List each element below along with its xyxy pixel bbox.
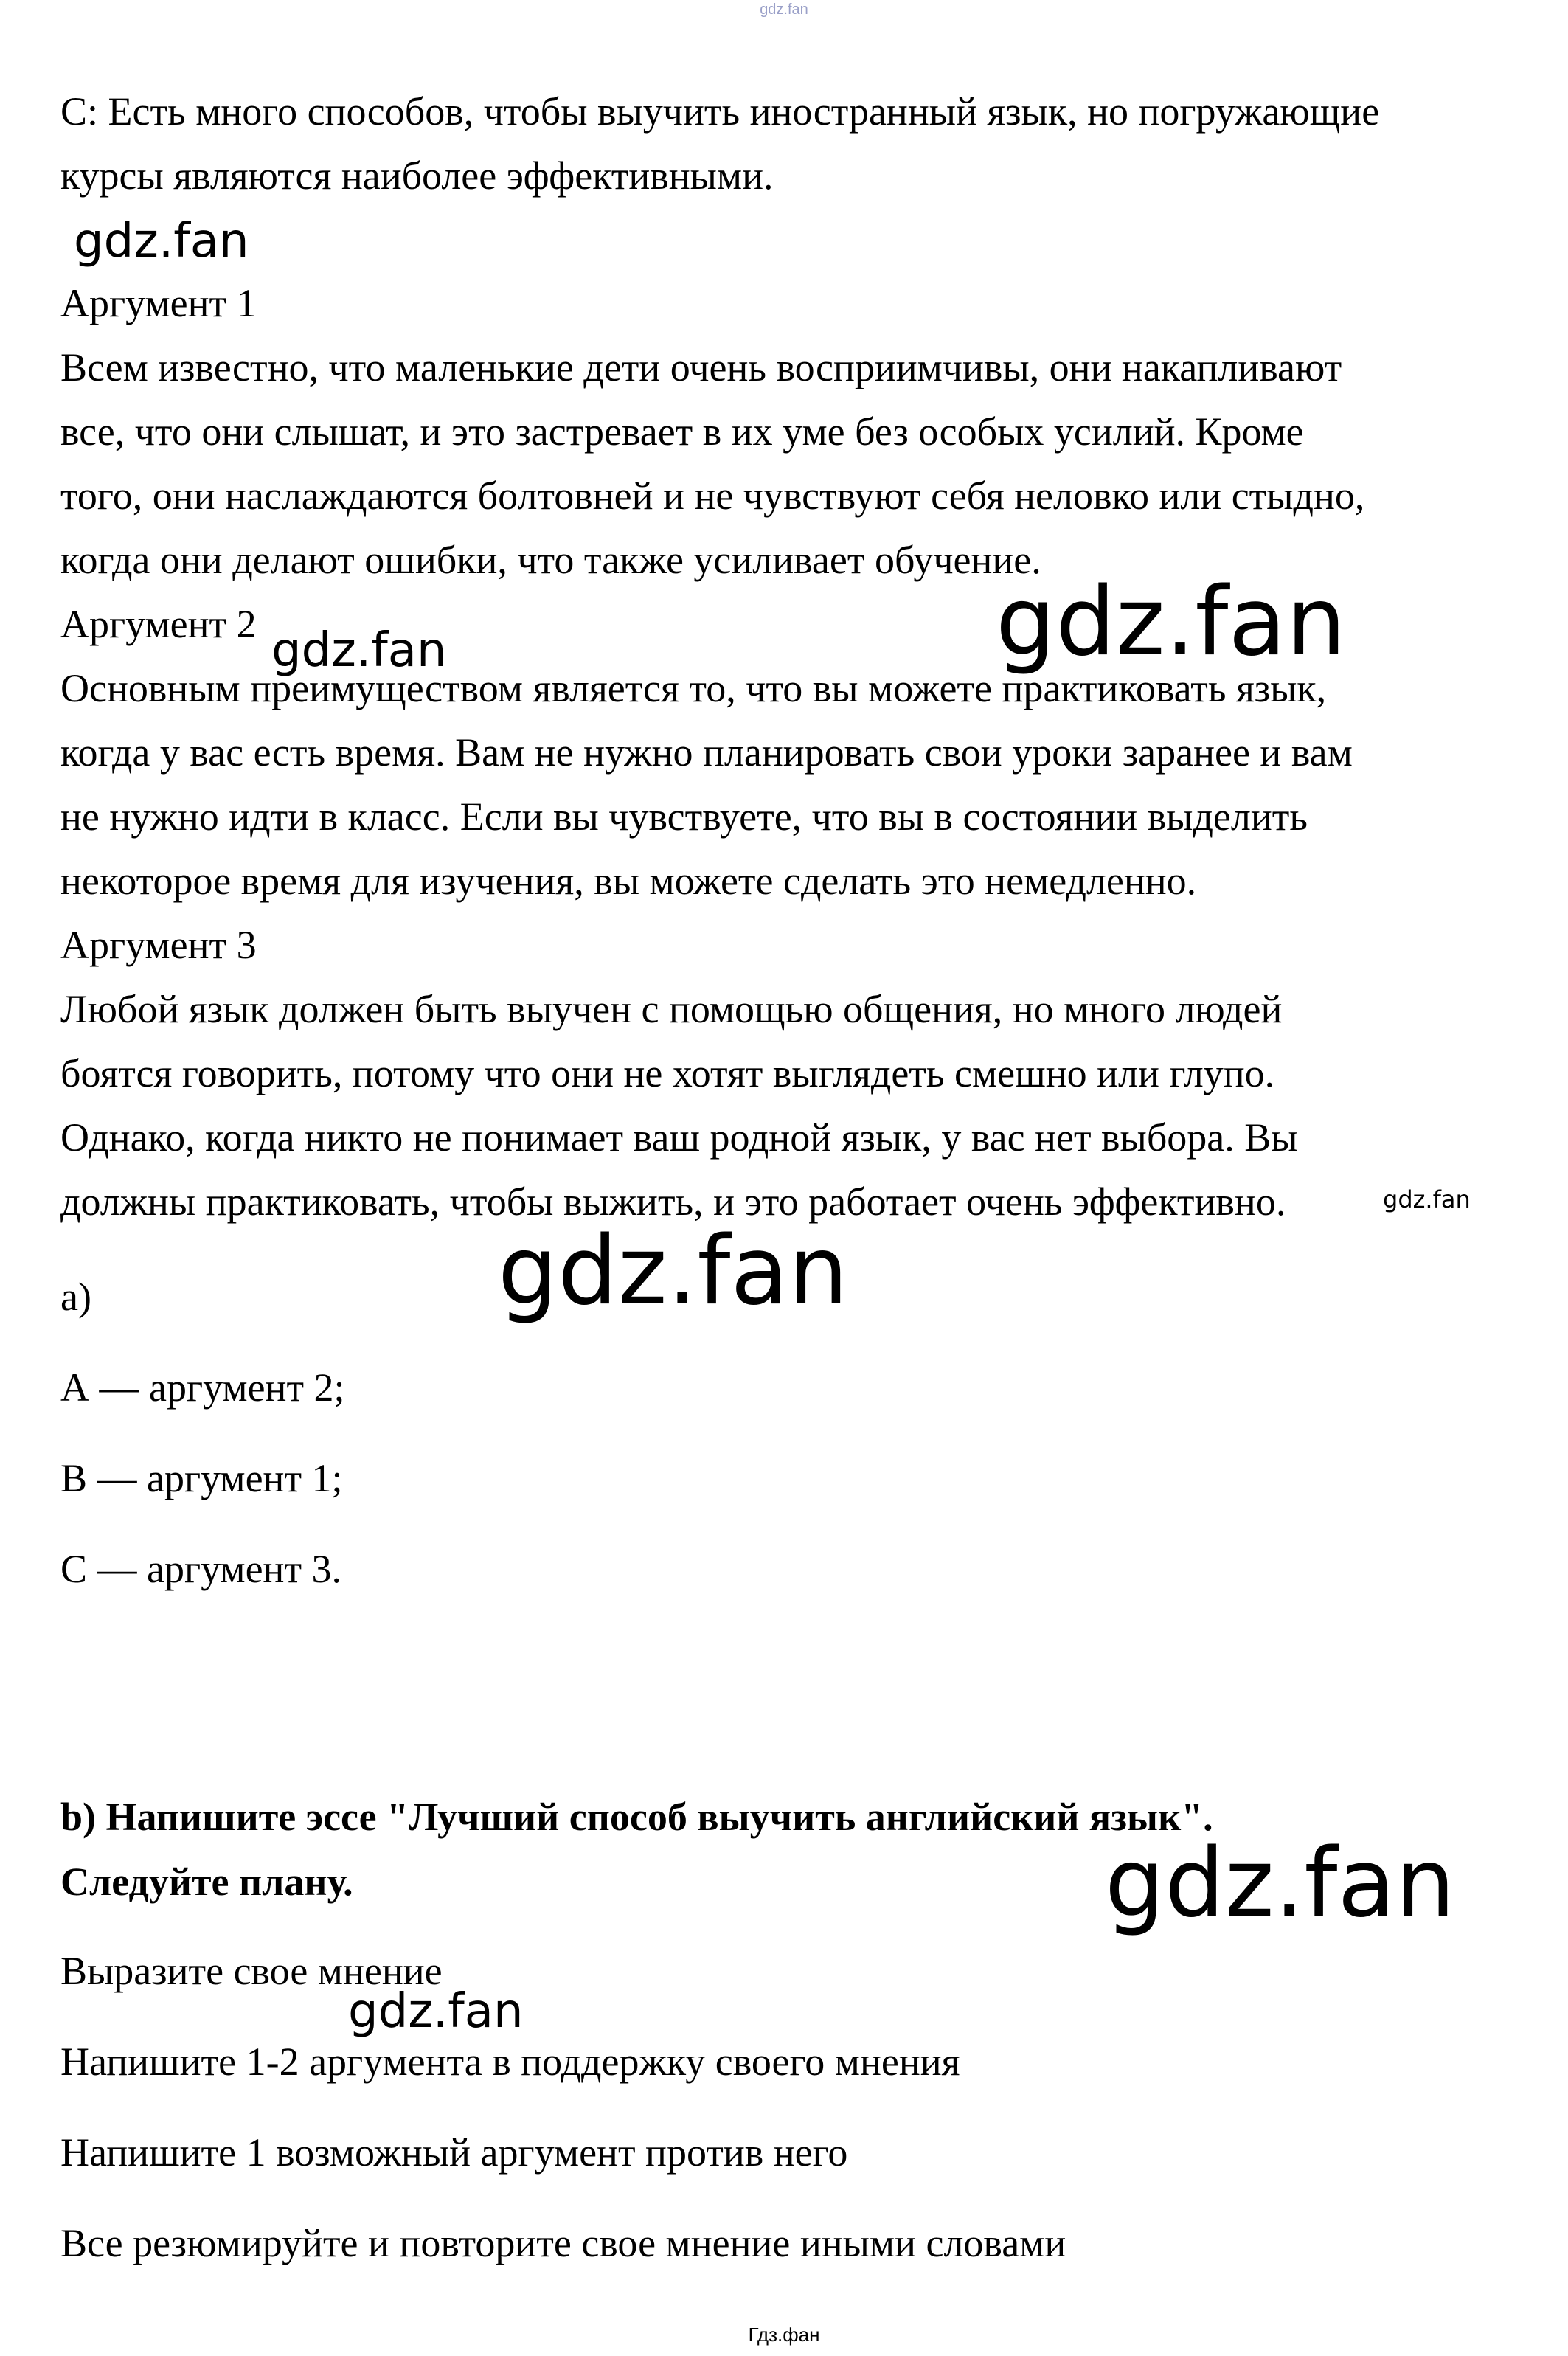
argument-line: боятся говорить, потому что они не хотят выглядеть смешно или глупо.: [60, 1051, 1275, 1095]
footer-text: Гдз.фан: [748, 2324, 820, 2346]
task-title: b) Напишите эссе "Лучший способ выучить английский язык".: [60, 1795, 1213, 1839]
plan-item: Напишите 1-2 аргумента в поддержку своего мнения: [60, 2040, 960, 2084]
argument-line: Всем известно, что маленькие дети очень восприимчивы, они накапливают: [60, 345, 1342, 389]
plan-item: Напишите 1 возможный аргумент против него: [60, 2130, 848, 2175]
argument-heading: Аргумент 2: [60, 602, 257, 646]
argument-line: не нужно идти в класс. Если вы чувствуете, что вы в состоянии выделить: [60, 794, 1308, 839]
argument-line: Однако, когда никто не понимает ваш родной язык, у вас нет выбора. Вы: [60, 1115, 1298, 1160]
answer-item: В — аргумент 1;: [60, 1456, 343, 1500]
argument-line: Основным преимуществом является то, что вы можете практиковать язык,: [60, 666, 1327, 710]
argument-line: когда они делают ошибки, что также усиливает обучение.: [60, 538, 1041, 582]
top-watermark: gdz.fan: [760, 1, 808, 18]
watermark: gdz.fan: [271, 623, 447, 678]
argument-line: должны практиковать, чтобы выжить, и это работает очень эффективно.: [60, 1179, 1286, 1224]
watermark: gdz.fan: [1383, 1185, 1471, 1213]
task-title: Следуйте плану.: [60, 1860, 353, 1904]
answers-label: a): [60, 1275, 91, 1319]
argument-line: некоторое время для изучения, вы можете сделать это немедленно.: [60, 859, 1197, 903]
thesis-line: С: Есть много способов, чтобы выучить иностранный язык, но погружающие: [60, 89, 1380, 134]
argument-line: все, что они слышат, и это застревает в их уме без особых усилий. Кроме: [60, 409, 1304, 454]
watermark: gdz.fan: [1105, 1829, 1455, 1938]
plan-item: Выразите свое мнение: [60, 1949, 443, 1993]
argument-heading: Аргумент 3: [60, 923, 257, 967]
plan-item: Все резюмируйте и повторите свое мнение иными словами: [60, 2221, 1066, 2265]
thesis-line: курсы являются наиболее эффективными.: [60, 153, 774, 198]
answer-item: С — аргумент 3.: [60, 1547, 342, 1591]
argument-line: Любой язык должен быть выучен с помощью общения, но много людей: [60, 987, 1283, 1031]
watermark: gdz.fan: [996, 567, 1346, 677]
answer-item: А — аргумент 2;: [60, 1365, 345, 1410]
watermark: gdz.fan: [74, 214, 249, 268]
watermark: gdz.fan: [498, 1216, 848, 1326]
argument-line: когда у вас есть время. Вам не нужно планировать свои уроки заранее и вам: [60, 730, 1353, 775]
watermark: gdz.fan: [348, 1984, 524, 2039]
argument-line: того, они наслаждаются болтовней и не чувствуют себя неловко или стыдно,: [60, 474, 1365, 518]
argument-heading: Аргумент 1: [60, 281, 257, 325]
